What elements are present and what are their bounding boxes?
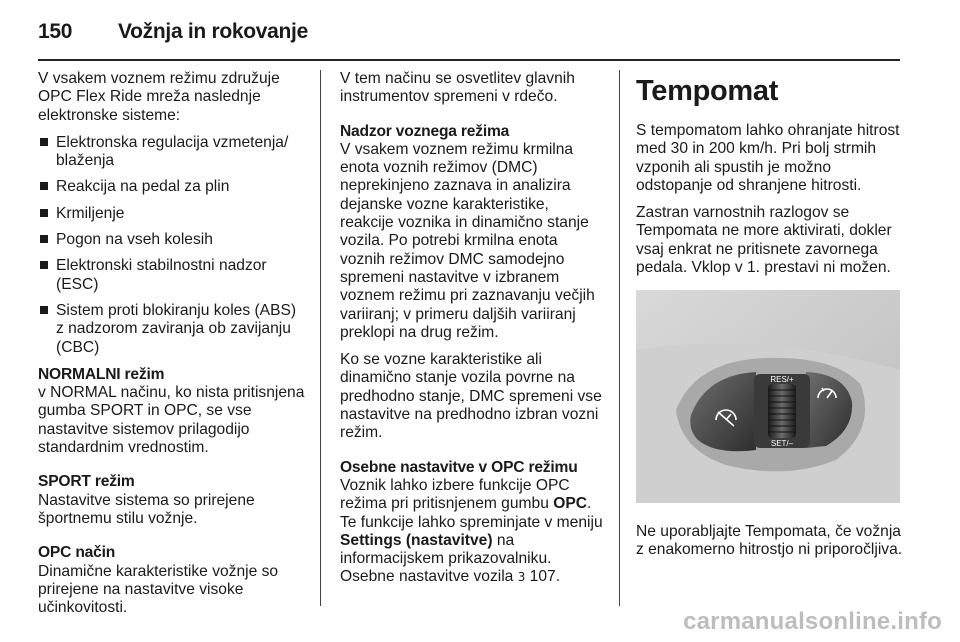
- column-divider: [619, 70, 620, 606]
- intro-text: V vsakem voznem režimu združuje OPC Flex Ride mreža naslednje elektronske sisteme:: [38, 70, 280, 124]
- thumbwheel[interactable]: [768, 384, 796, 438]
- column-left: [38, 70, 308, 626]
- opc-button-label: OPC: [553, 495, 587, 513]
- cruise-safety-text: Zastran varnostnih razlogov se Tempomata ne more aktivirati, dokler vsaj enkrat ne pritisnete zavornega pedala. Vklop v 1. prestavi ni možen.: [636, 204, 892, 277]
- list-item: Krmiljenje: [38, 205, 308, 223]
- sport-heading: SPORT režim: [38, 473, 135, 491]
- page-header: [38, 14, 900, 54]
- personal-text: Voznik lahko izbere funkcije OPC režima pri pritisnjenem gumbu OPC. Te funkcije lahko spreminjate v meniju Settings (nastavitve) na informacijskem prikazovalniku. Osebne nastavitve vozila 3 107.: [340, 476, 603, 586]
- list-item: Elektronski stabilnostni nadzor (ESC): [38, 257, 308, 294]
- list-item: Reakcija na pedal za plin: [38, 178, 308, 196]
- column-divider: [320, 70, 321, 606]
- column-middle: [340, 70, 605, 596]
- set-label: SET/–: [770, 439, 794, 449]
- bullet-icon: [40, 235, 48, 243]
- section-title: Tempomat: [636, 75, 779, 107]
- opc-text: Dinamične karakteristike vožnje so prirejene na nastavitve visoke učinkovitosti.: [38, 562, 279, 617]
- bullet-icon: [40, 261, 48, 269]
- cruise-warning-text: Ne uporabljajte Tempomata, če vožnja z enakomerno hitrostjo ni priporočljiva.: [636, 522, 903, 558]
- list-item: Elektronska regulacija vzmetenja/ blaženja: [38, 134, 308, 171]
- chapter-title: Vožnja in rokovanje: [118, 20, 308, 43]
- cruise-speed-text: S tempomatom lahko ohranjate hitrost med 30 in 200 km/h. Pri bolj strmih vzponih ali spustih je možno odstopanje od shranjene hitrosti.: [636, 122, 900, 194]
- list-item: Sistem proti blokiranju koles (ABS) z nadzorom zaviranja ob zavijanju (CBC): [38, 302, 308, 357]
- normal-heading: NORMALNI režim: [38, 365, 165, 383]
- normal-text: v NORMAL načinu, ko nista pritisnjena gumba SPORT in OPC, se vse nastavitve sistemov prilagodijo standardnim vrednostim.: [38, 384, 305, 457]
- opc-heading: OPC način: [38, 544, 116, 562]
- header-rule: [38, 59, 900, 61]
- steering-wheel-controls-figure: [636, 290, 900, 503]
- dmc-text: V vsakem voznem režimu krmilna enota voznih režimov (DMC) neprekinjeno zaznava in analizira dejanske vozne karakteristike, reakcije voznika in dinamično stanje vozila. Po potrebi krmilna enota voznih režimov DMC samodejno spremeni nastavitve v izbranem voznem režimu pri zaznavanju večjih variiranj; v primeru daljših variiranj preklopi na drug režim.: [340, 140, 595, 341]
- watermark: carmanualsonline.info: [683, 608, 942, 635]
- bullet-icon: [40, 182, 48, 190]
- bullet-icon: [40, 138, 48, 146]
- dmc-heading: Nadzor voznega režima: [340, 122, 510, 140]
- red-light-text: V tem načinu se osvetlitev glavnih instrumentov spremeni v rdečo.: [340, 70, 575, 106]
- sport-text: Nastavitve sistema so prirejene športnemu stilu vožnje.: [38, 491, 255, 527]
- bullet-icon: [40, 209, 48, 217]
- page-reference-arrow-icon: 3: [517, 570, 526, 585]
- bullet-icon: [40, 306, 48, 314]
- dmc-text-2: Ko se vozne karakteristike ali dinamično stanje vozila povrne na predhodno stanje, DMC spremeni vse nastavitve na predhodno izbran vozni režim.: [340, 351, 602, 442]
- page-number: 150: [38, 20, 73, 43]
- list-item: Pogon na vseh kolesih: [38, 231, 308, 249]
- systems-list: [38, 134, 308, 357]
- settings-menu-label: Settings (nastavitve): [340, 531, 493, 549]
- res-label: RES/+: [770, 375, 794, 385]
- column-right: [636, 70, 904, 568]
- personal-heading: Osebne nastavitve v OPC režimu: [340, 458, 578, 476]
